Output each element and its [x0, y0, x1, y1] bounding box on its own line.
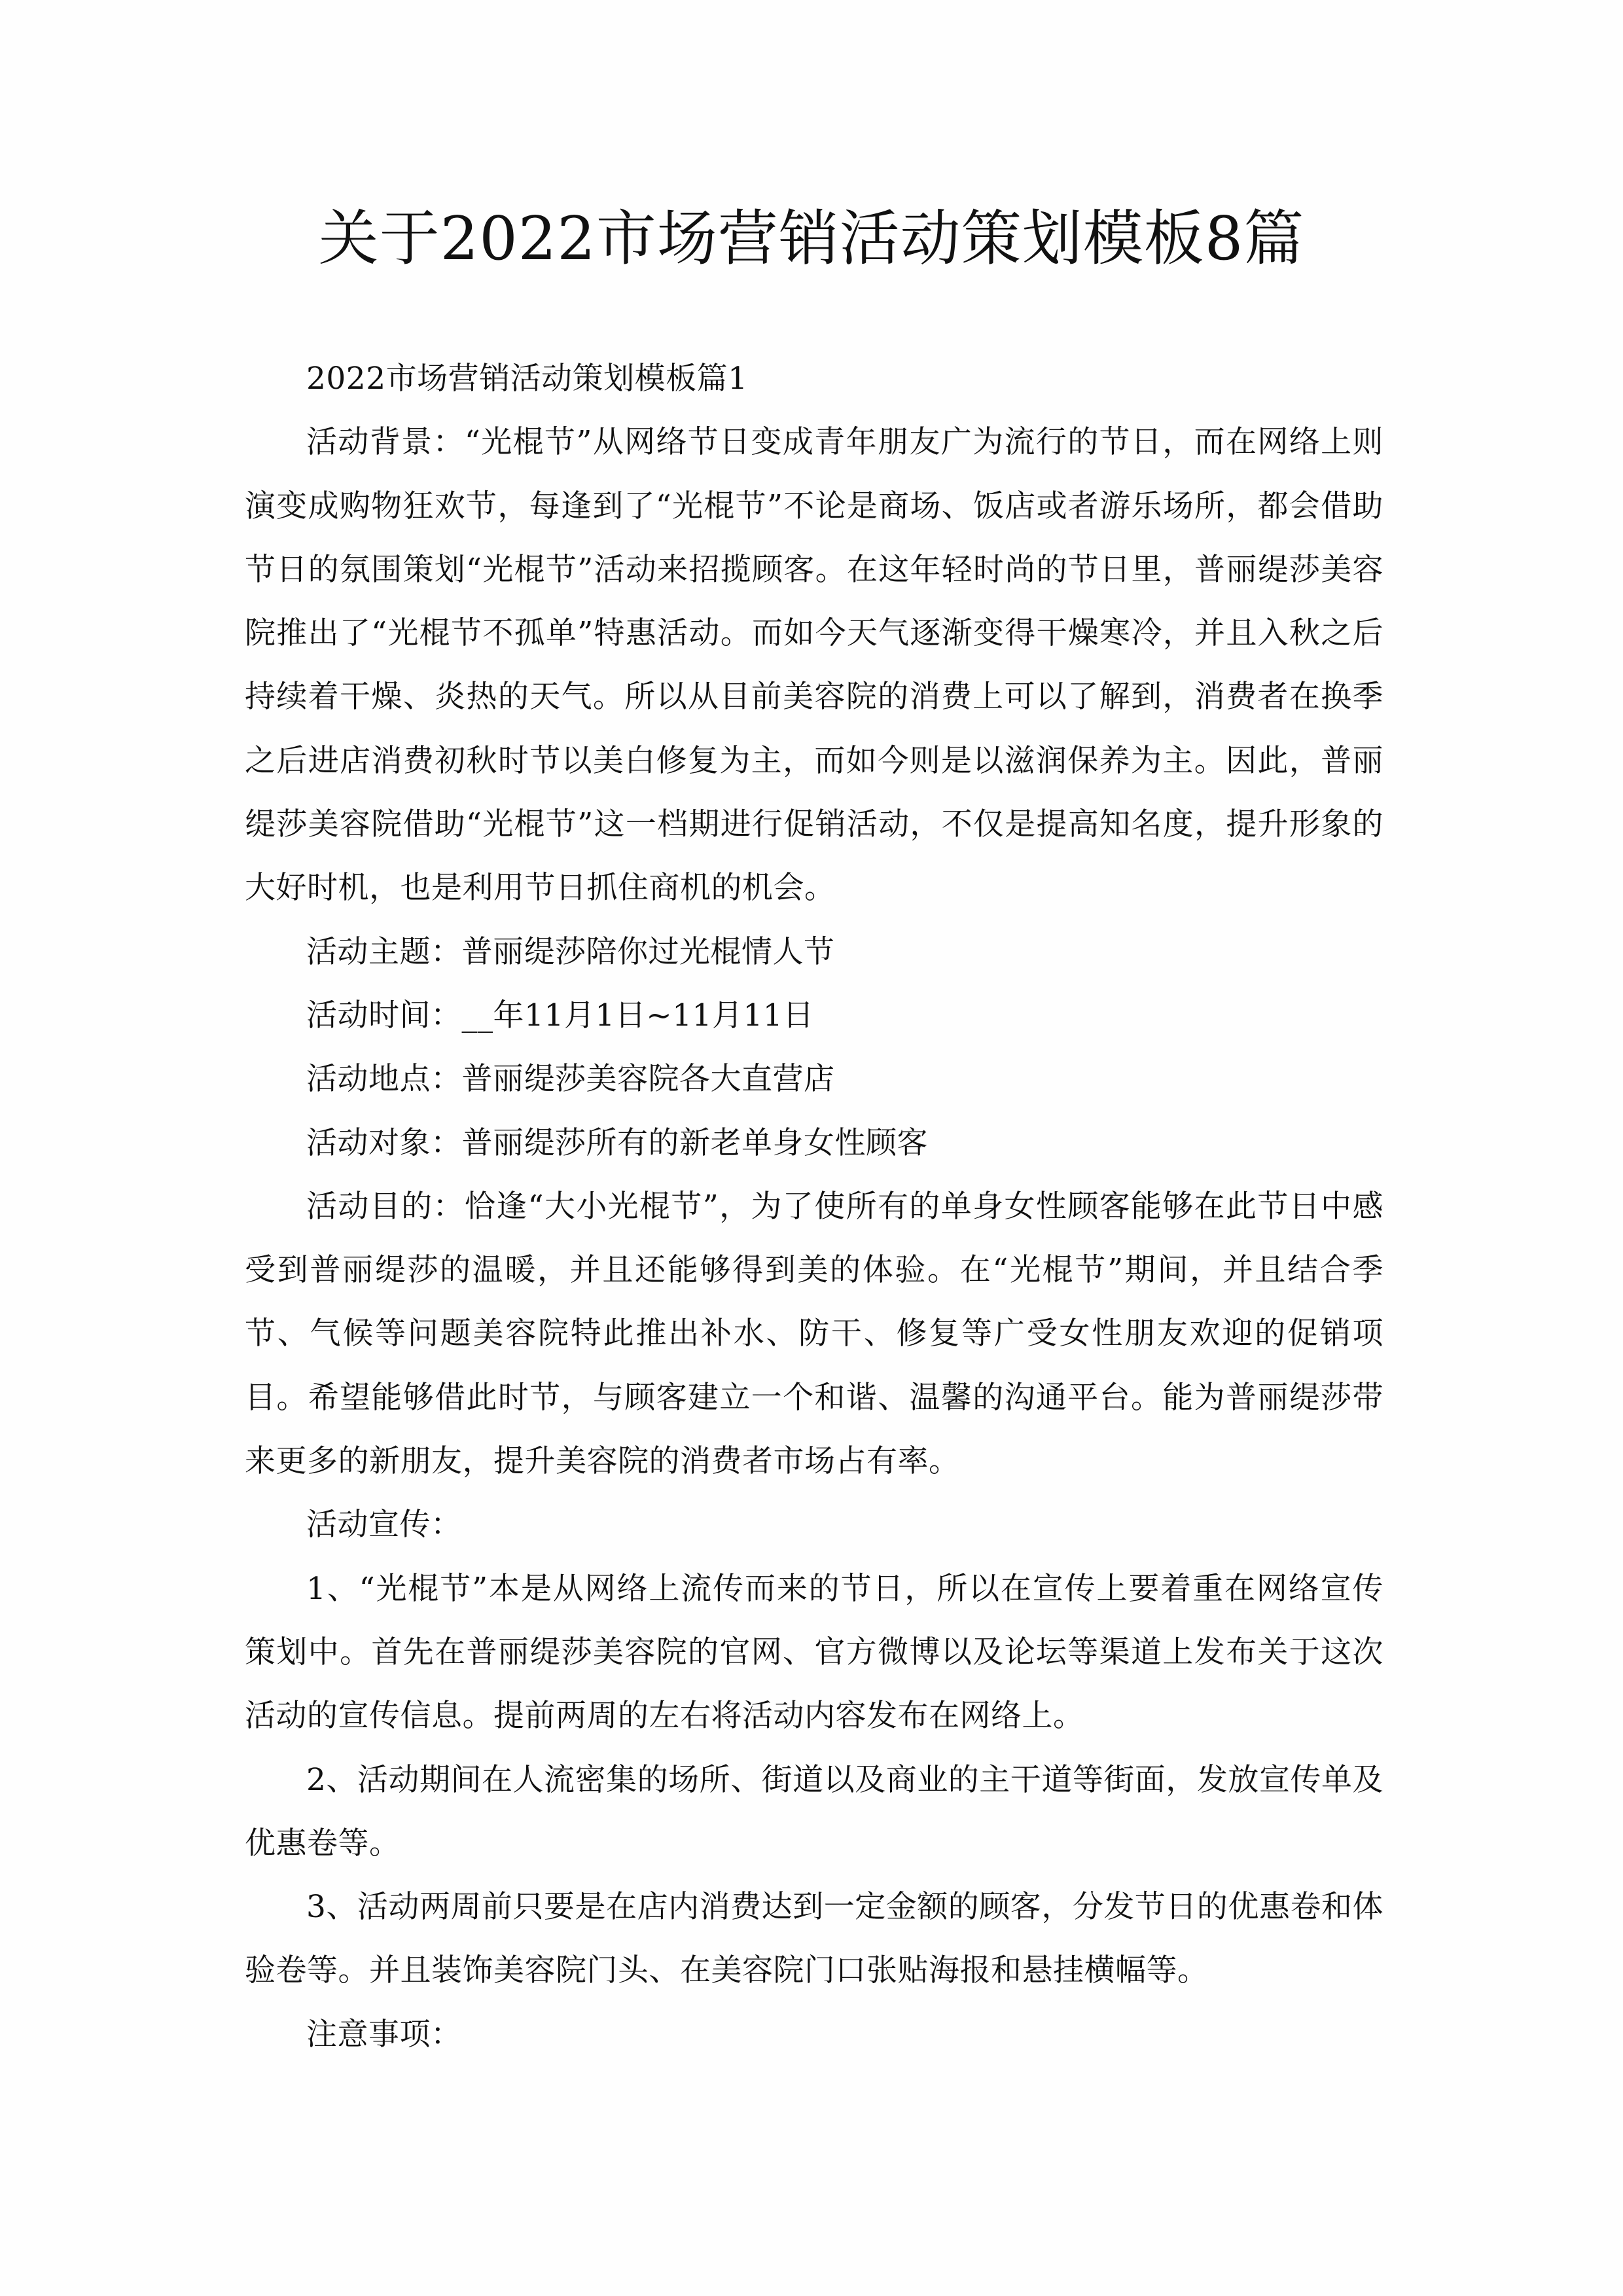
- document-title: 关于2022市场营销活动策划模板8篇: [318, 204, 1305, 274]
- paragraph-promotion-item-1: 1、“光棍节”本是从网络上流传而来的节日，所以在宣传上要着重在网络宣传策划中。首先在普丽缇莎美容院的官网、官方微博以及论坛等渠道上发布关于这次活动的宣传信息。提前两周的左右将活动内容发布在网络上。: [245, 1570, 1383, 1734]
- paragraph-purpose: 活动目的：恰逢“大小光棍节”，为了使所有的单身女性顾客能够在此节日中感受到普丽缇莎的温暖，并且还能够得到美的体验。在“光棍节”期间，并且结合季节、气候等问题美容院特此推出补水、防干、修复等广受女性朋友欢迎的促销项目。希望能够借此时节，与顾客建立一个和谐、温馨的沟通平台。能为普丽缇莎带来更多的新朋友，提升美容院的消费者市场占有率。: [245, 1188, 1383, 1480]
- paragraph-location: 活动地点：普丽缇莎美容院各大直营店: [306, 1061, 835, 1098]
- paragraph-promotion-item-2: 2、活动期间在人流密集的场所、街道以及商业的主干道等街面，发放宣传单及优惠卷等。: [245, 1761, 1383, 1861]
- paragraph-background: 活动背景：“光棍节”从网络节日变成青年朋友广为流行的节日，而在网络上则演变成购物狂欢节，每逢到了“光棍节”不论是商场、饭店或者游乐场所，都会借助节日的氛围策划“光棍节”活动来招揽顾客。在这年轻时尚的节日里，普丽缇莎美容院推出了“光棍节不孤单”特惠活动。而如今天气逐渐变得干燥寒冷，并且入秋之后持续着干燥、炎热的天气。所以从目前美容院的消费上可以了解到，消费者在换季之后进店消费初秋时节以美白修复为主，而如今则是以滋润保养为主。因此，普丽缇莎美容院借助“光棍节”这一档期进行促销活动，不仅是提高知名度，提升形象的大好时机，也是利用节日抓住商机的机会。: [245, 424, 1383, 906]
- paragraph-theme: 活动主题：普丽缇莎陪你过光棍情人节: [306, 933, 835, 970]
- paragraph-notes-heading: 注意事项：: [306, 2016, 462, 2053]
- paragraph-promotion-item-3: 3、活动两周前只要是在店内消费达到一定金额的顾客，分发节日的优惠卷和体验卷等。并且装饰美容院门头、在美容院门口张贴海报和悬挂横幅等。: [245, 1889, 1383, 1989]
- paragraph-audience: 活动对象：普丽缇莎所有的新老单身女性顾客: [306, 1124, 928, 1161]
- paragraph-promotion-heading: 活动宣传：: [306, 1507, 462, 1543]
- document-body: [245, 347, 1383, 2066]
- section-heading: 2022市场营销活动策划模板篇1: [306, 361, 748, 397]
- paragraph-time: 活动时间：__年11月1日~11月11日: [306, 997, 814, 1033]
